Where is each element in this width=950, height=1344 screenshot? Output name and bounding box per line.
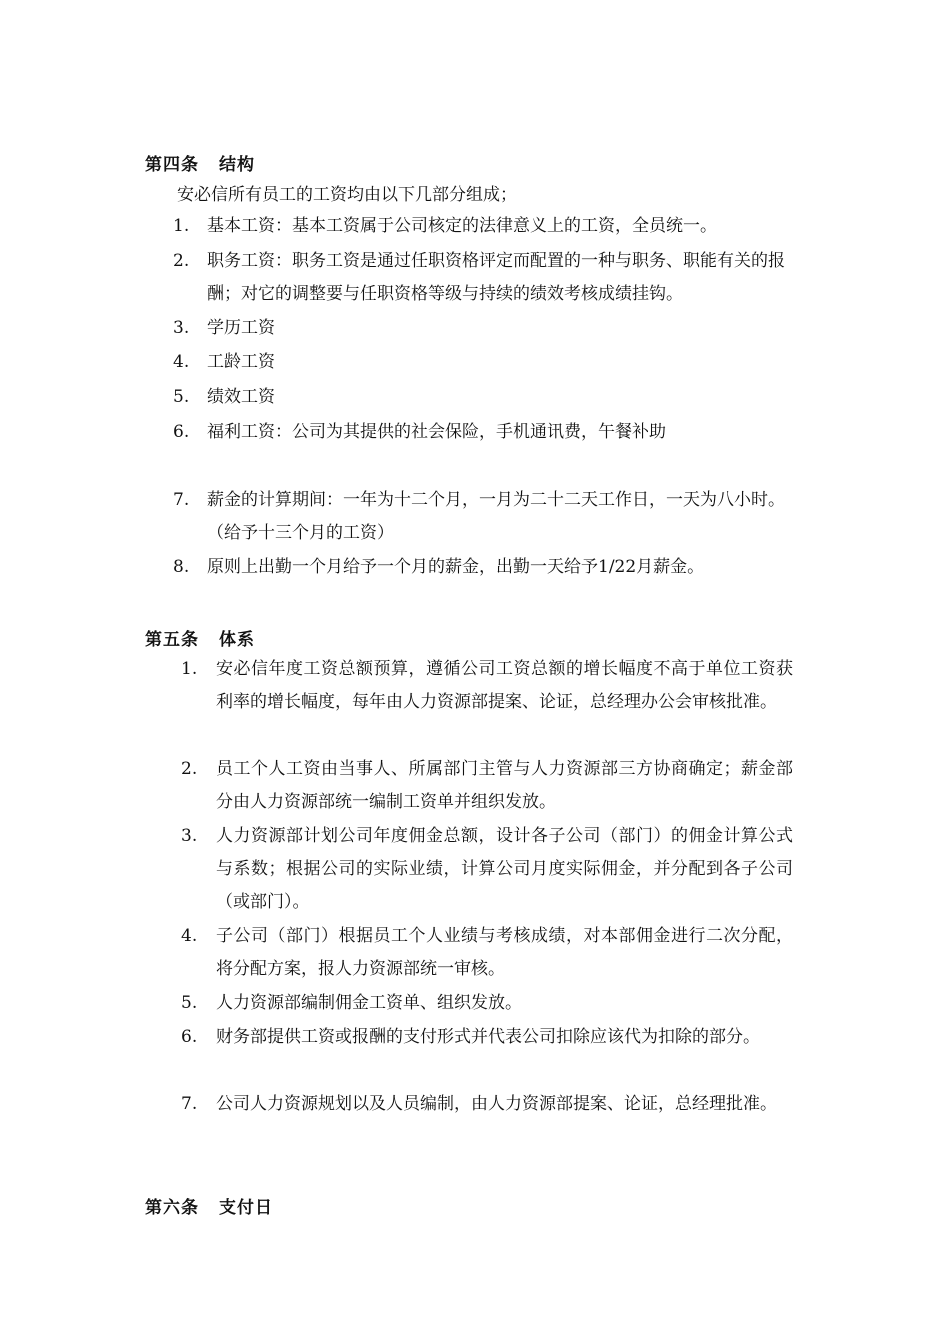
list-item-number: 7. <box>173 490 190 510</box>
section-5-title: 体系 <box>219 630 255 650</box>
list-item <box>181 653 793 719</box>
list-item-number: 2. <box>181 759 198 779</box>
list-item-text: 子公司（部门）根据员工个人业绩与考核成绩，对本部佣金进行二次分配，将分配方案，报人力资源部统一审核。 <box>216 926 793 979</box>
list-item-text: 职务工资：职务工资是通过任职资格评定而配置的一种与职务、职能有关的报酬；对它的调整要与任职资格等级与持续的绩效考核成绩挂钩。 <box>207 251 785 304</box>
list-item <box>173 381 785 414</box>
list-item <box>181 1021 793 1054</box>
list-item <box>181 820 793 919</box>
list-item-text: 薪金的计算期间：一年为十二个月，一月为二十二天工作日，一天为八小时。（给予十三个月的工资） <box>207 490 785 543</box>
section-6-number: 第六条 <box>145 1198 199 1218</box>
list-item-text: 财务部提供工资或报酬的支付形式并代表公司扣除应该代为扣除的部分。 <box>216 1027 760 1047</box>
list-item <box>173 245 785 311</box>
section-5-heading <box>145 625 255 650</box>
list-item-text: 人力资源部编制佣金工资单、组织发放。 <box>216 993 522 1013</box>
list-item-number: 5. <box>173 387 190 407</box>
list-item <box>181 920 793 986</box>
list-item-number: 2. <box>173 251 190 271</box>
list-item <box>173 210 785 243</box>
list-item-number: 8. <box>173 557 190 577</box>
section-6-title: 支付日 <box>219 1198 273 1218</box>
section-4-title: 结构 <box>219 155 255 175</box>
list-item-text: 原则上出勤一个月给予一个月的薪金，出勤一天给予1/22月薪金。 <box>207 557 705 577</box>
list-item-number: 6. <box>181 1027 198 1047</box>
list-item-number: 1. <box>181 659 198 679</box>
list-item <box>173 551 785 584</box>
section-4-heading <box>145 150 255 175</box>
section-5-number: 第五条 <box>145 630 199 650</box>
list-item <box>181 753 793 819</box>
list-item <box>173 346 785 379</box>
list-item-number: 1. <box>173 216 190 236</box>
list-item-text: 员工个人工资由当事人、所属部门主管与人力资源部三方协商确定；薪金部分由人力资源部统一编制工资单并组织发放。 <box>216 759 793 812</box>
list-item-number: 5. <box>181 993 198 1013</box>
list-item-text: 基本工资：基本工资属于公司核定的法律意义上的工资，全员统一。 <box>207 216 717 236</box>
list-item-number: 3. <box>173 318 190 338</box>
list-item-number: 4. <box>173 352 190 372</box>
list-item-text: 绩效工资 <box>207 387 275 407</box>
list-item-text: 公司人力资源规划以及人员编制，由人力资源部提案、论证，总经理批准。 <box>216 1094 777 1114</box>
list-item <box>173 312 785 345</box>
list-item <box>181 1088 793 1121</box>
list-item-text: 人力资源部计划公司年度佣金总额，设计各子公司（部门）的佣金计算公式与系数；根据公司的实际业绩，计算公司月度实际佣金，并分配到各子公司（或部门）。 <box>216 826 793 912</box>
list-item-number: 7. <box>181 1094 198 1114</box>
list-item-text: 福利工资：公司为其提供的社会保险，手机通讯费，午餐补助 <box>207 422 666 442</box>
list-item <box>181 987 793 1020</box>
section-6-heading <box>145 1193 273 1218</box>
section-4-number: 第四条 <box>145 155 199 175</box>
list-item-text: 工龄工资 <box>207 352 275 372</box>
list-item <box>173 484 785 550</box>
list-item-text: 学历工资 <box>207 318 275 338</box>
section-4-intro: 安必信所有员工的工资均由以下几部分组成； <box>177 185 517 205</box>
list-item <box>173 416 785 449</box>
list-item-number: 6. <box>173 422 190 442</box>
list-item-number: 4. <box>181 926 198 946</box>
list-item-number: 3. <box>181 826 198 846</box>
list-item-text: 安必信年度工资总额预算，遵循公司工资总额的增长幅度不高于单位工资获利率的增长幅度，每年由人力资源部提案、论证，总经理办公会审核批准。 <box>216 659 793 712</box>
